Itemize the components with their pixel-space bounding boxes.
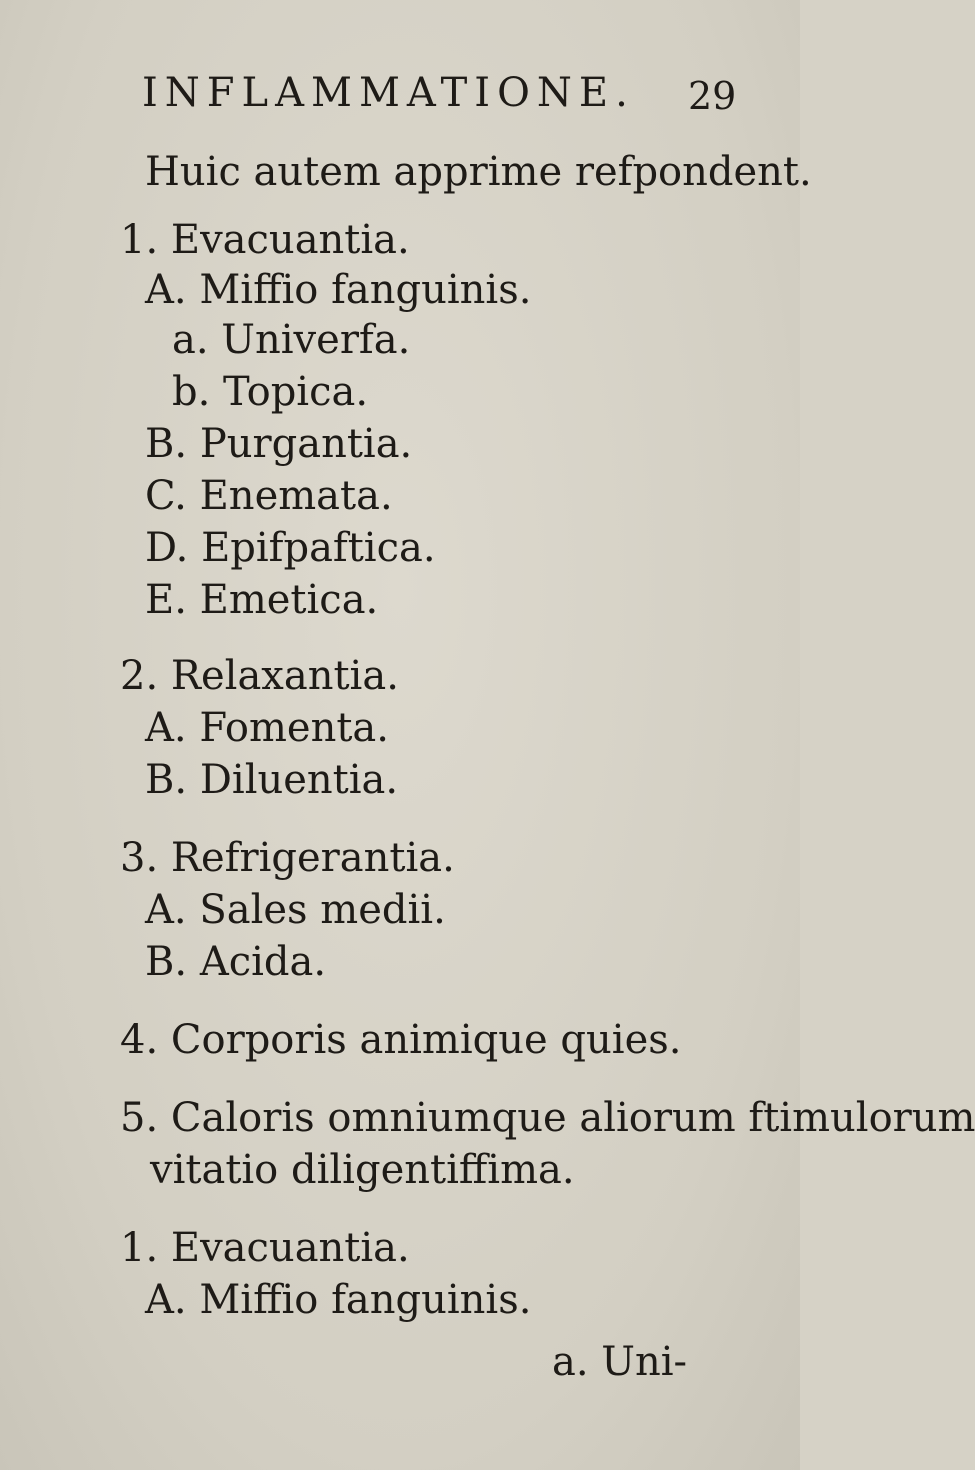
list-item: 5. Caloris omniumque aliorum ftimulorum <box>120 1095 975 1141</box>
list-item: b. Topica. <box>172 369 369 415</box>
list-item: 1. Evacuantia. <box>120 217 410 263</box>
list-item: A. Fomenta. <box>145 705 389 751</box>
list-item: A. Miffio fanguinis. <box>145 1277 532 1323</box>
list-item: B. Acida. <box>145 939 327 985</box>
list-item: D. Epifpaftica. <box>145 525 436 571</box>
list-item: B. Purgantia. <box>145 421 413 467</box>
list-item: vitatio diligentiffima. <box>150 1147 575 1193</box>
list-item: C. Enemata. <box>145 473 393 519</box>
list-item: 2. Relaxantia. <box>120 653 399 699</box>
list-item: A. Miffio fanguinis. <box>145 267 532 313</box>
running-title: INFLAMMATIONE. <box>142 70 635 116</box>
list-item: A. Sales medii. <box>145 887 446 933</box>
list-item: a. Univerfa. <box>172 317 411 363</box>
list-item: 1. Evacuantia. <box>120 1225 410 1271</box>
intro-line: Huic autem apprime refpondent. <box>145 149 812 195</box>
list-item: 4. Corporis animique quies. <box>120 1017 682 1063</box>
page-number: 29 <box>688 74 737 118</box>
catchword: a. Uni- <box>552 1339 688 1385</box>
list-item: 3. Refrigerantia. <box>120 835 455 881</box>
list-item: B. Diluentia. <box>145 757 399 803</box>
list-item: E. Emetica. <box>145 577 379 623</box>
